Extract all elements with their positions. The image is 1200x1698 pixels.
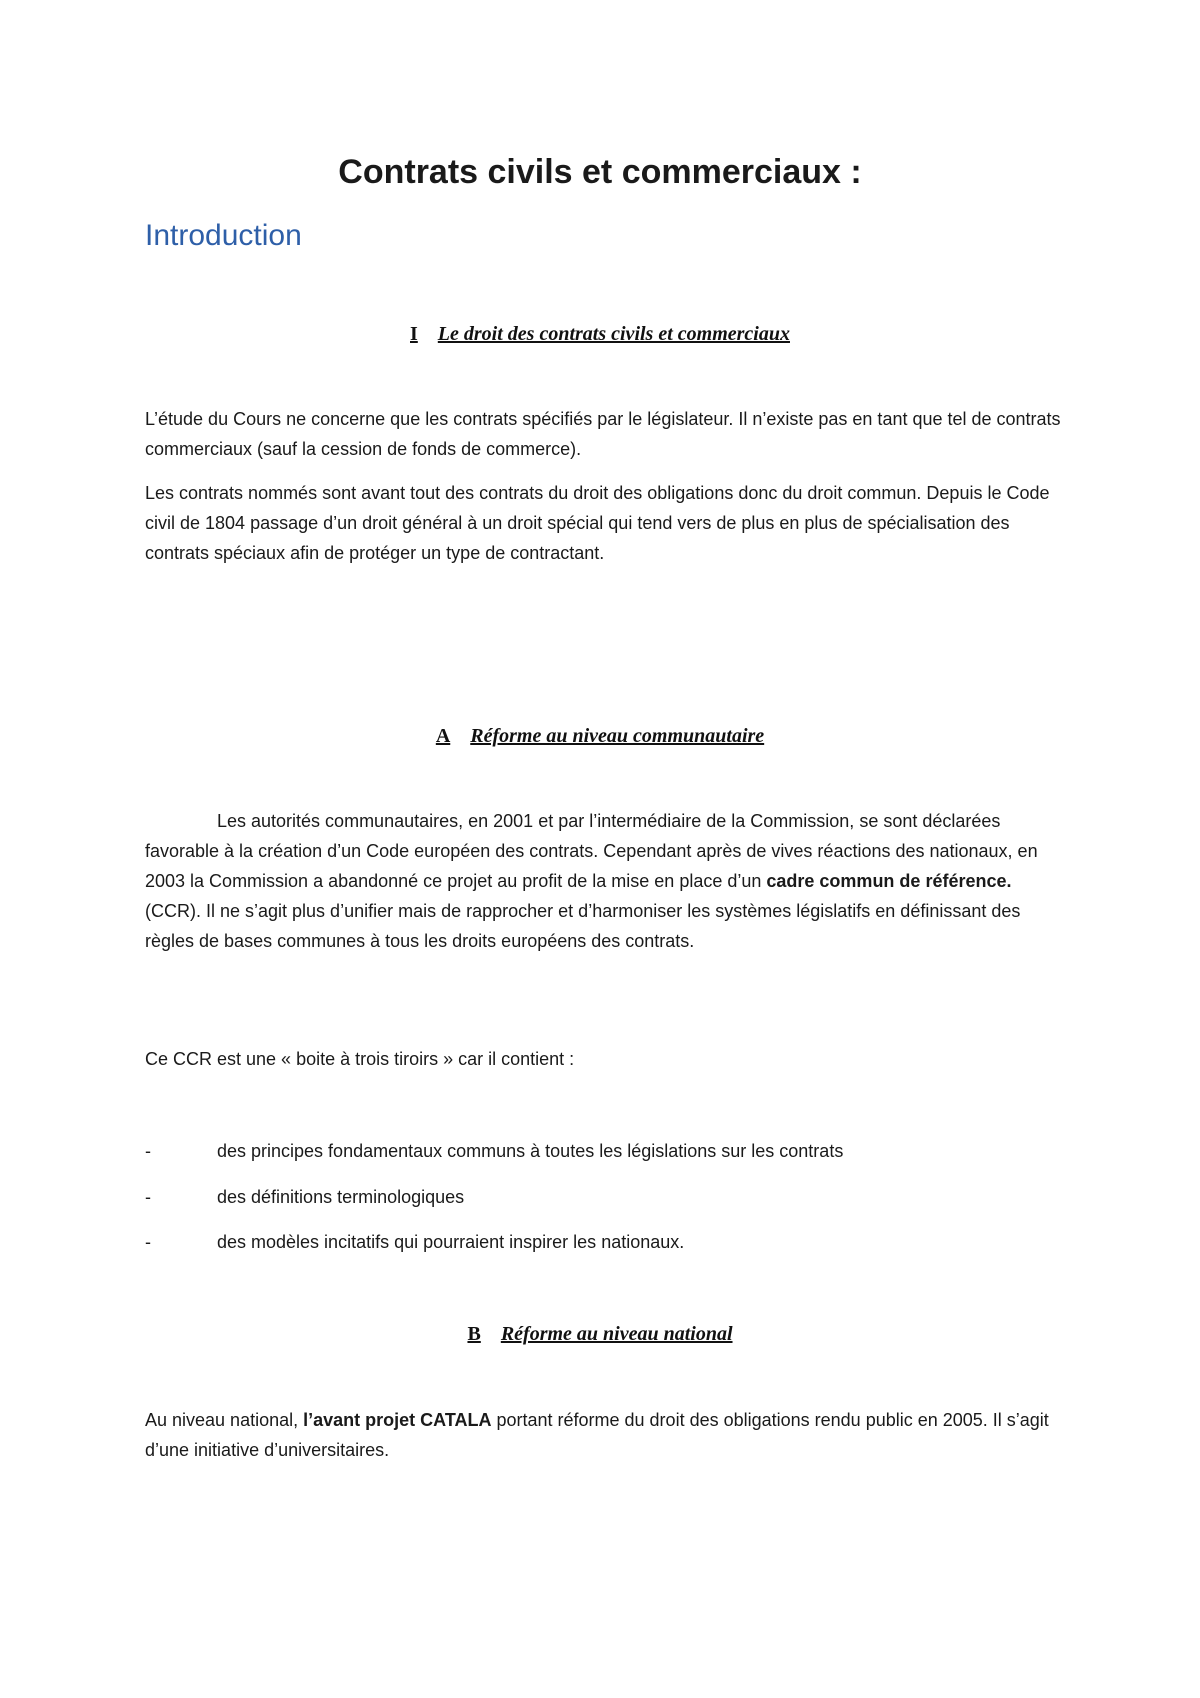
bold-term: cadre commun de référence.: [766, 871, 1012, 891]
section-title: Le droit des contrats civils et commerciaux: [437, 323, 790, 345]
list-dash: -: [145, 1141, 151, 1161]
section-heading-i: [0, 320, 1200, 348]
section-heading-a: [0, 722, 1200, 750]
paragraph: [145, 1405, 1070, 1465]
paragraph-text: Au niveau national,: [145, 1410, 304, 1430]
paragraph: L’étude du Cours ne concerne que les contrats spécifiés par le législateur. Il n’existe pas en tant que tel de contrats commerciaux (sauf la cession de fonds de commerce).: [145, 409, 1061, 459]
paragraph: Les contrats nommés sont avant tout des contrats du droit des obligations donc du droit commun. Depuis le Code civil de 1804 passage d’un droit général à un droit spécial qui tend vers de plus en plus de spécialisation des contrats spéciaux afin de protéger un type de contractant.: [145, 483, 1050, 563]
list-item-text: des définitions terminologiques: [217, 1187, 465, 1207]
section-title: Réforme au niveau communautaire: [470, 725, 765, 747]
list-item-text: des modèles incitatifs qui pourraient inspirer les nationaux.: [217, 1232, 685, 1252]
list-dash: -: [145, 1187, 151, 1207]
section-number: I: [410, 323, 418, 345]
section-number: A: [435, 725, 451, 747]
paragraph-text: Les autorités communautaires, en 2001 et par l’intermédiaire de la Commission, se sont déclarées favorable à la création d’un Code européen des contrats. Cependant après de vives réactions des nationaux, en 2003 la Commission a abandonné ce projet au profit de la mise en place d’un: [145, 811, 1038, 891]
paragraph-text: (CCR). Il ne s’agit plus d’unifier mais de rapprocher et d’harmoniser les systèmes législatifs en définissant des règles de bases communes à tous les droits européens des contrats.: [145, 901, 1021, 951]
introduction-heading: Introduction: [145, 219, 302, 252]
paragraph: [145, 806, 1070, 956]
list-item-text: des principes fondamentaux communs à toutes les législations sur les contrats: [217, 1141, 844, 1161]
list-dash: -: [145, 1232, 151, 1252]
page-title: Contrats civils et commerciaux :: [338, 153, 862, 191]
section-title: Réforme au niveau national: [500, 1323, 733, 1345]
section-number: B: [467, 1323, 481, 1345]
bold-term: l’avant projet CATALA: [303, 1410, 492, 1430]
section-heading-b: [0, 1320, 1200, 1348]
paragraph: Ce CCR est une « boite à trois tiroirs » car il contient :: [145, 1049, 575, 1069]
paragraph-text: portant réforme du droit des obligations rendu public en 2005. Il s’agit d’une initiative d’universitaires.: [145, 1410, 1049, 1460]
